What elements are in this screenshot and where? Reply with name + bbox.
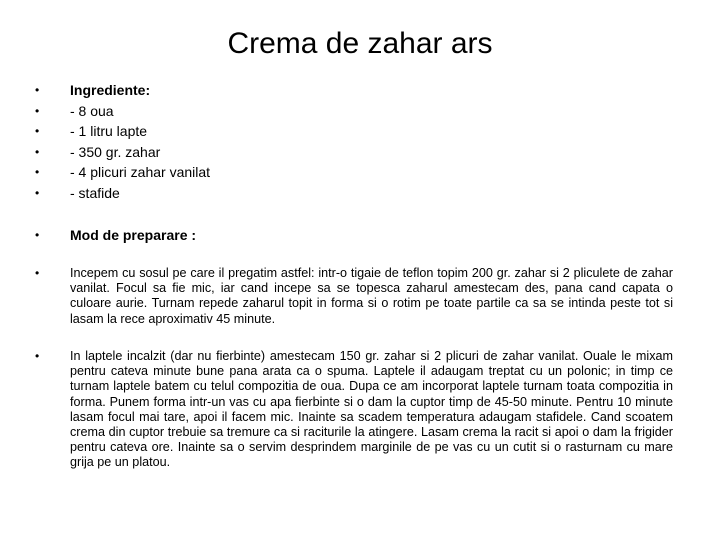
bullet-icon: • bbox=[35, 103, 40, 118]
ingredient-item: - 350 gr. zahar bbox=[70, 143, 161, 160]
bullet-icon: • bbox=[35, 185, 40, 200]
method-paragraph: In laptele incalzit (dar nu fierbinte) amestecam 150 gr. zahar si 2 plicuri de zahar vanilat. Ouale le mixam pentru cateva minute bune pana arata ca o spuma. Laptele il adaugam treptat cu un polonic; in timp ce turnam laptele batem cu telul compozitia de oua. Dupa ce am incorporat laptele turnam toata compozitia in forma. Punem forma intr-un vas cu apa fierbinte si o dam la cuptor timp de 45-50 minute. Pentru 10 minute lasam focul mai tare, apoi il facem mic. Inainte sa scadem temperatura adaugam stafidele. Cand scoatem crema din cuptor trebuie sa tremure ca si raciturile la atingere. Lasam crema la racit si apoi o dam la frigider pentru cateva ore. Inainte sa o servim desprindem marginile de pe vas cu un cutit si o rasturnam cu mare grija pe un platou. bbox=[70, 349, 673, 470]
ingredients-heading: Ingrediente: bbox=[70, 82, 151, 98]
bullet-icon: • bbox=[35, 266, 40, 280]
bullet-icon: • bbox=[35, 144, 40, 159]
ingredient-item: - stafide bbox=[70, 184, 120, 201]
bullet-icon: • bbox=[35, 83, 40, 97]
ingredient-item: - 4 plicuri zahar vanilat bbox=[70, 164, 211, 180]
ingredient-item: - 8 oua bbox=[70, 102, 114, 119]
bullet-icon: • bbox=[35, 165, 40, 179]
bullet-icon: • bbox=[35, 349, 40, 363]
bullet-icon: • bbox=[35, 228, 40, 242]
method-paragraph: Incepem cu sosul pe care il pregatim astfel: intr-o tigaie de teflon topim 200 gr. zahar si 2 pliculete de zahar vanilat. Focul sa fie mic, iar cand incepe sa se topesca zaharul amestecam des, pana cand capata o culoare aurie. Turnam repede zaharul topit in forma si o rotim pe toate partile ca sa se intinda peste tot si lasam la rece aproximativ 45 minute. bbox=[70, 266, 673, 326]
slide-title: Crema de zahar ars bbox=[227, 27, 493, 60]
ingredient-item: - 1 litru lapte bbox=[70, 123, 148, 139]
bullet-icon: • bbox=[35, 124, 40, 138]
method-heading: Mod de preparare : bbox=[70, 227, 197, 243]
